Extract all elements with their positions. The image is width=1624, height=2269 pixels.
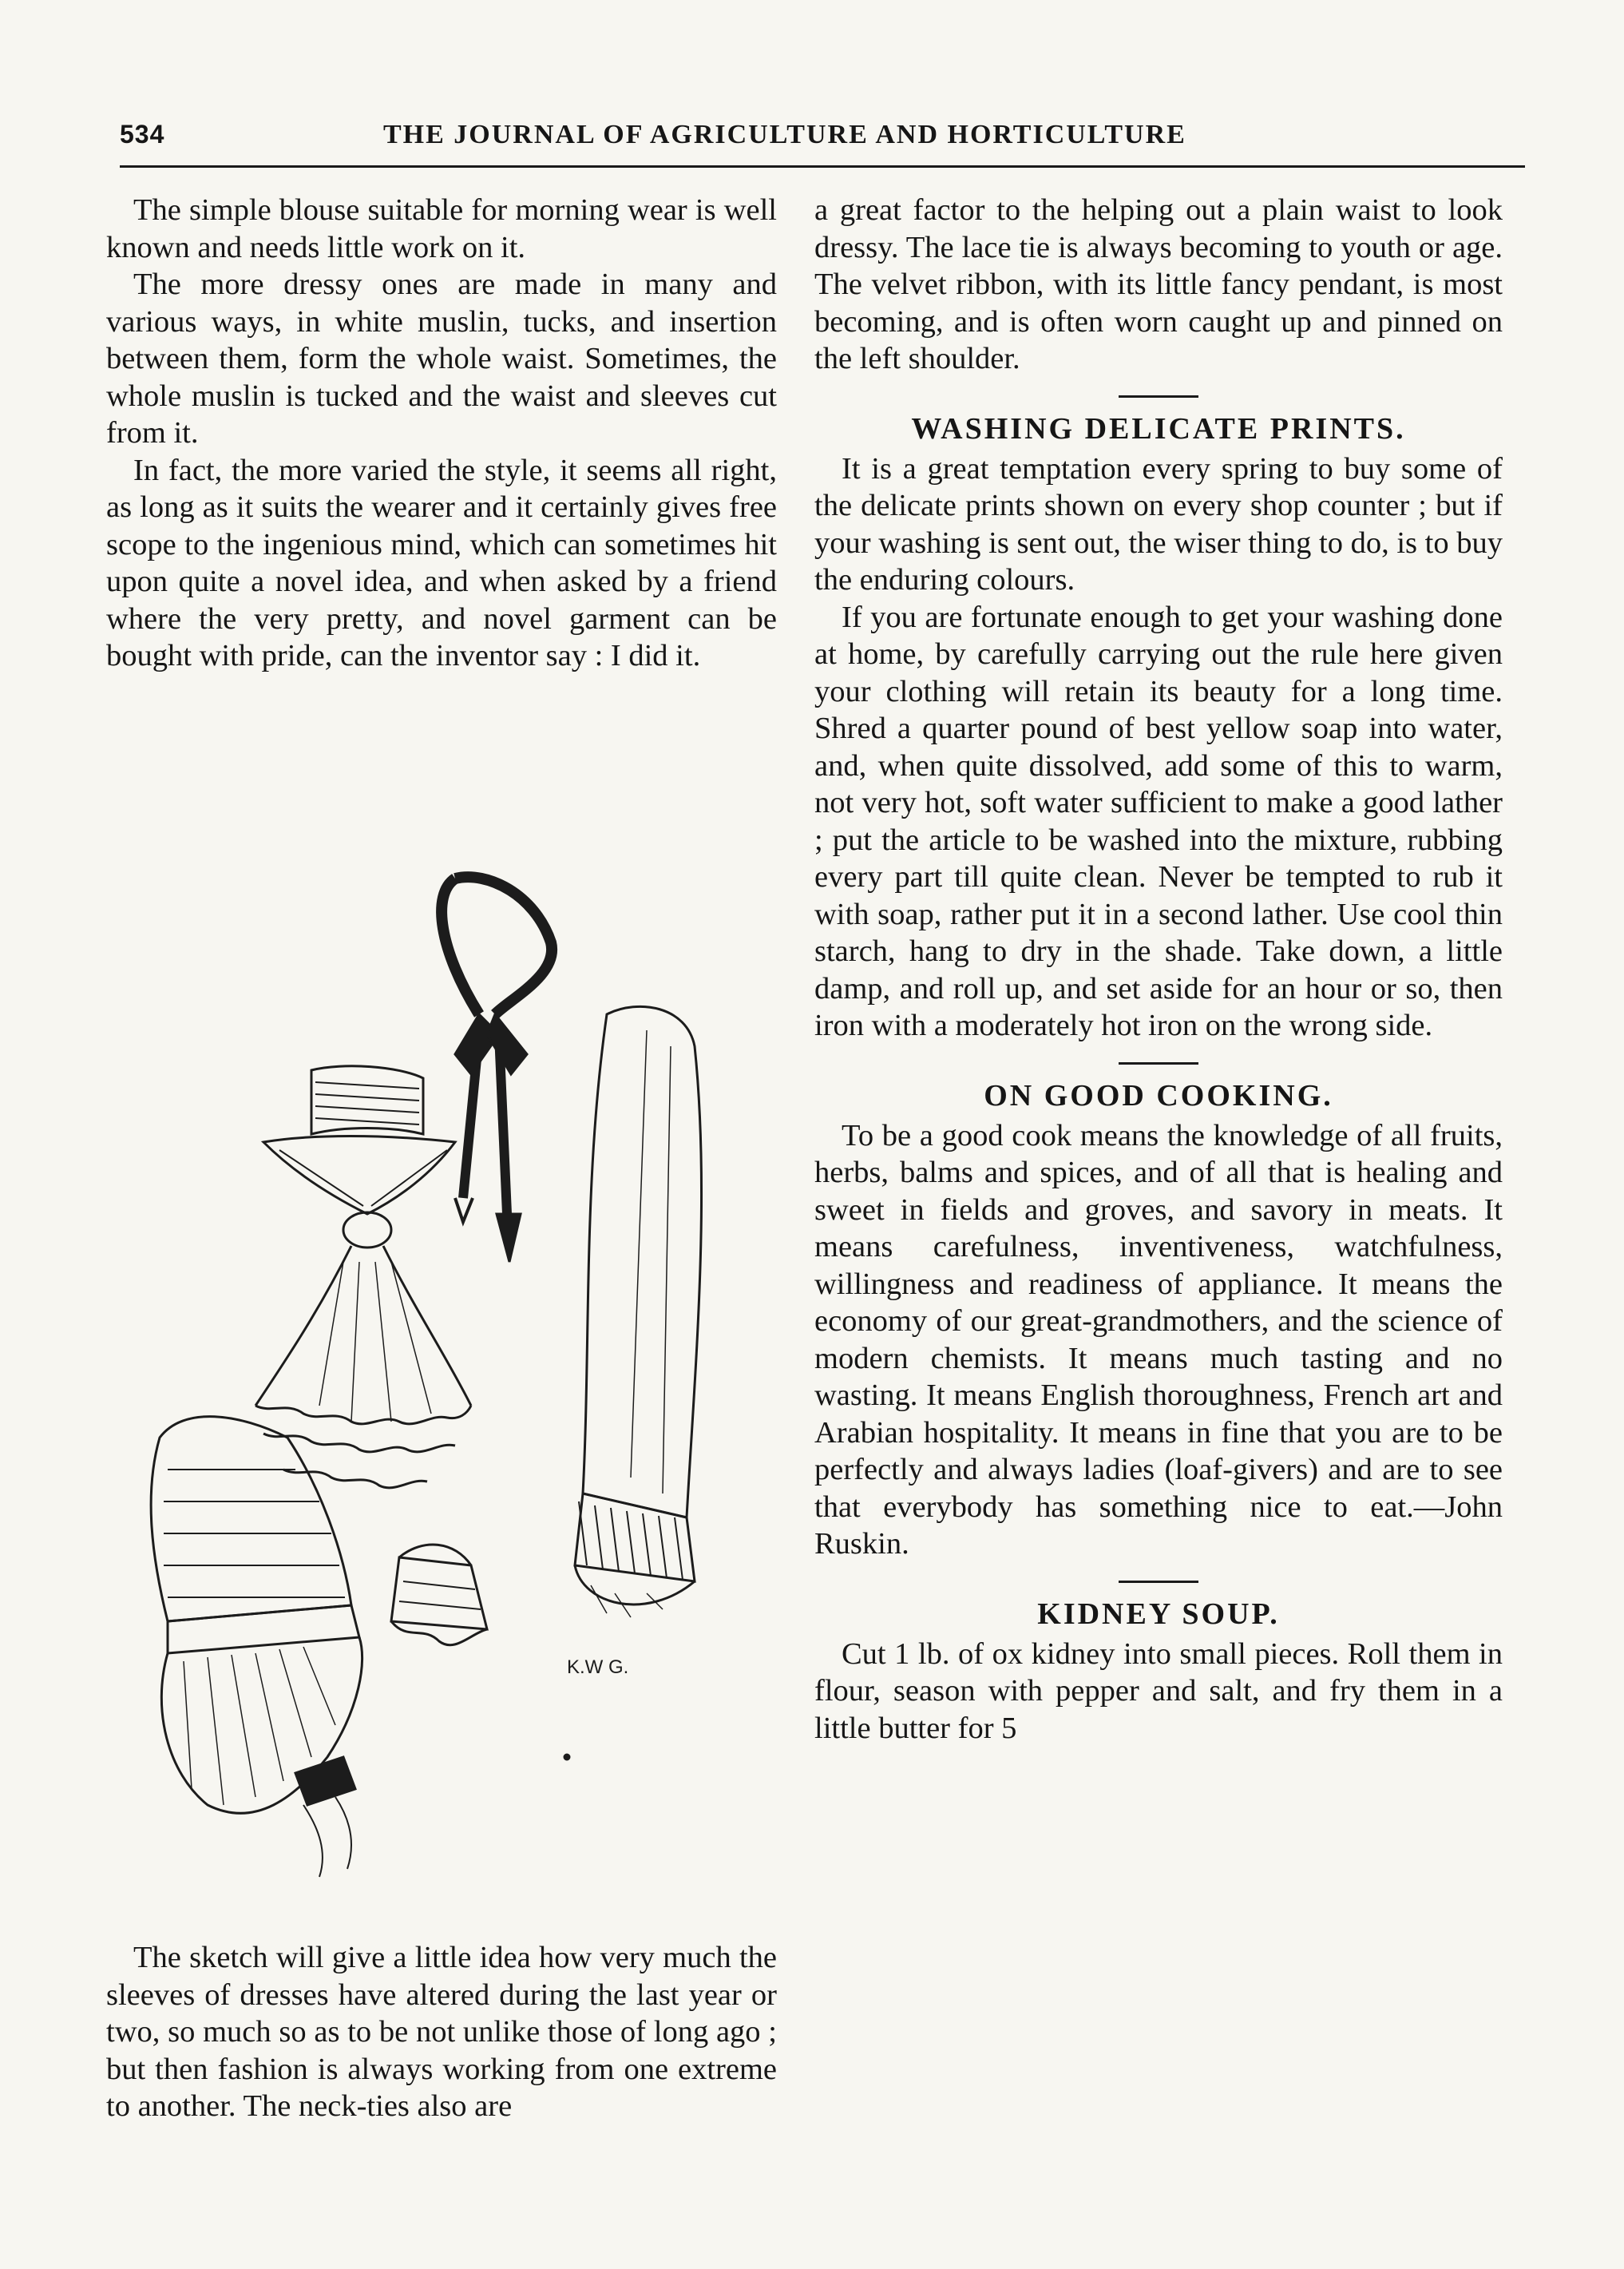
section-heading-kidney-soup: KIDNEY SOUP.	[1037, 1597, 1280, 1631]
neck-tie-sketch	[442, 877, 552, 1262]
page-header	[120, 120, 1525, 157]
fashion-sketch-drawing	[136, 863, 759, 1917]
small-cuff-sketch	[391, 1545, 487, 1645]
running-title: THE JOURNAL OF AGRICULTURE AND HORTICULTURE	[383, 120, 1186, 149]
paragraph: If you are fortunate enough to get your washing done at home, by carefully carrying out the rule here given your clothing will retain its beauty for a long time. Shred a quarter pound of best yellow soap into water, and, when quite dissolved, add some of this to warm, not very hot, soft water sufficient to make a good lather ; put the article to be washed into the mixture, rubbing every part till quite clean. Never be tempted to rub it with soap, rather put it in a second lather. Use cool thin starch, hang to dry in the shade. Take down, a little damp, and roll up, and set aside for an hour or so, then iron with a moderately hot iron on the wrong side.	[814, 600, 1503, 1042]
paragraph: The simple blouse suitable for morning wear is well known and needs little work on it.	[106, 193, 777, 264]
right-column	[814, 192, 1503, 1747]
lace-jabot-sketch	[255, 1066, 471, 1488]
section-rule	[1119, 1062, 1198, 1065]
long-sleeve-sketch	[575, 1006, 702, 1617]
paragraph: a great factor to the helping out a plain waist to look dressy. The lace tie is always becoming to youth or age. The velvet ribbon, with its little fancy pendant, is most becoming, and is often worn caught up and pinned on the left shoulder.	[814, 193, 1503, 375]
header-rule	[120, 165, 1525, 168]
section-rule	[1119, 1581, 1198, 1583]
puffed-sleeve-sketch	[151, 1417, 362, 1877]
section-heading-washing: WASHING DELICATE PRINTS.	[911, 411, 1406, 446]
page-number: 534	[120, 120, 165, 149]
left-column-bottom	[106, 1939, 777, 2125]
paragraph: The sketch will give a little idea how very much the sleeves of dresses have altered during the last year or two, so much so as to be not unlike those of long ago ; but then fashion is always working from one extreme to another. The neck-ties also are	[106, 1941, 777, 2123]
paragraph: In fact, the more varied the style, it seems all right, as long as it suits the wearer and it certainly gives free scope to the ingenious mind, which can sometimes hit upon quite a novel idea, and when asked by a friend where the very pretty, and novel garment can be bought with pride, can the inventor say : I did it.	[106, 453, 777, 672]
paragraph: The more dressy ones are made in many and various ways, in white muslin, tucks, and insertion between them, form the whole waist. Sometimes, the whole muslin is tucked and the waist and sleeves cut from it.	[106, 268, 777, 450]
section-heading-cooking: ON GOOD COOKING.	[984, 1078, 1333, 1113]
illustrator-signature: K.W G.	[567, 1656, 629, 1678]
paragraph: Cut 1 lb. of ox kidney into small pieces. Roll them in flour, season with pepper and salt, and fry them in a little butter for 5	[814, 1636, 1503, 1745]
section-rule	[1119, 395, 1198, 398]
paragraph: It is a great temptation every spring to buy some of the delicate prints shown on every shop counter ; but if your washing is sent out, the wiser thing to do, is to buy the enduring colours.	[814, 451, 1503, 597]
left-column-top	[106, 192, 777, 675]
paragraph: To be a good cook means the knowledge of all fruits, herbs, balms and spices, and of all that is healing and sweet in fields and groves, and savory in meats. It means carefulness, inventiveness, watchfulness, willingness and readiness of appliance. It means the economy of our great-grandmothers, and the science of modern chemists. It means much tasting and no wasting. It means English thoroughness, French art and Arabian hospitality. It means in fine that you are to be perfectly and always ladies (loaf-givers) and are to see that everybody has something nice to eat.—John Ruskin.	[814, 1118, 1503, 1561]
fashion-sketch	[136, 863, 759, 1917]
